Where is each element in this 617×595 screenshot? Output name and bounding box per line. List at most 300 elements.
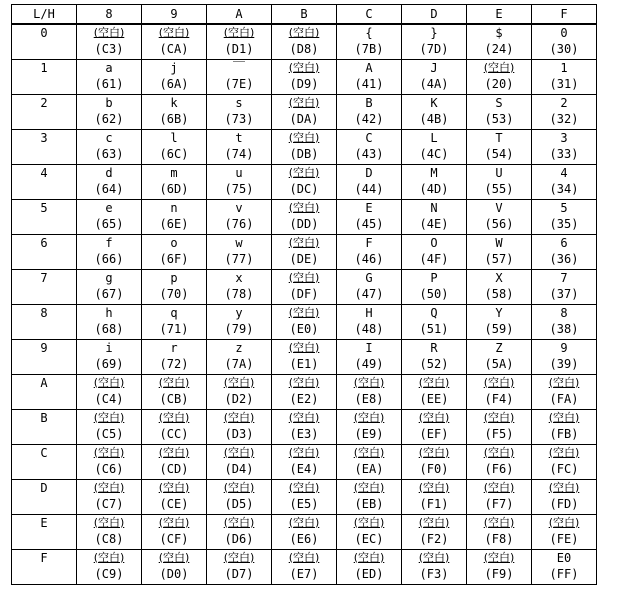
table-body <box>12 24 597 584</box>
cell-character: (空白) <box>483 445 515 459</box>
cell-hex-code: (D9) <box>289 76 319 91</box>
cell-hex-code: (F7) <box>484 496 514 511</box>
column-header: F <box>532 5 597 25</box>
row-header: 6 <box>12 234 77 269</box>
row-header: F <box>12 549 77 584</box>
cell-character: (空白) <box>93 375 125 389</box>
table-cell <box>467 409 532 444</box>
cell-character: I <box>365 340 373 355</box>
cell-hex-code: (7D) <box>419 42 449 56</box>
table-cell <box>142 549 207 584</box>
cell-character: c <box>105 130 113 145</box>
table-cell <box>142 339 207 374</box>
cell-hex-code: (CC) <box>159 426 189 441</box>
cell-character: (空白) <box>548 375 580 389</box>
cell-hex-code: (EE) <box>419 391 449 406</box>
table-cell <box>337 444 402 479</box>
corner-label: L/H <box>12 5 77 25</box>
cell-hex-code: (68) <box>94 321 124 336</box>
cell-character: y <box>235 305 243 320</box>
column-header: E <box>467 5 532 25</box>
table-cell <box>467 514 532 549</box>
table-cell <box>402 444 467 479</box>
cell-hex-code: (FB) <box>549 426 579 441</box>
row-header: A <box>12 374 77 409</box>
cell-character: H <box>365 305 373 320</box>
table-cell <box>402 479 467 514</box>
cell-character: (空白) <box>353 375 385 389</box>
cell-hex-code: (E9) <box>354 426 384 441</box>
cell-hex-code: (39) <box>549 356 579 371</box>
table-cell <box>402 304 467 339</box>
cell-character: (空白) <box>288 26 320 39</box>
table-cell <box>402 409 467 444</box>
cell-character: Q <box>430 305 438 320</box>
table-cell <box>467 164 532 199</box>
cell-character: G <box>365 270 373 285</box>
cell-character: T <box>495 130 503 145</box>
cell-character: (空白) <box>483 375 515 389</box>
table-cell <box>207 24 272 59</box>
cell-hex-code: (E8) <box>354 391 384 406</box>
table-row <box>12 234 597 269</box>
cell-character: P <box>430 270 438 285</box>
cell-hex-code: (4A) <box>419 76 449 91</box>
table-cell <box>272 24 337 59</box>
cell-character: 7 <box>560 270 568 285</box>
cell-character: g <box>105 270 113 285</box>
cell-hex-code: (4F) <box>419 251 449 266</box>
cell-character: E0 <box>556 550 572 565</box>
cell-character: (空白) <box>353 550 385 564</box>
cell-hex-code: (6D) <box>159 181 189 196</box>
cell-character: (空白) <box>288 515 320 529</box>
cell-character: (空白) <box>548 445 580 459</box>
cell-hex-code: (E0) <box>289 321 319 336</box>
cell-character: (空白) <box>548 480 580 494</box>
table-cell <box>207 339 272 374</box>
cell-character: 1 <box>560 60 568 75</box>
cell-hex-code: (6B) <box>159 111 189 126</box>
table-cell <box>467 339 532 374</box>
table-cell <box>467 549 532 584</box>
cell-hex-code: (F6) <box>484 461 514 476</box>
cell-hex-code: (DE) <box>289 251 319 266</box>
table-cell <box>402 269 467 304</box>
cell-character: A <box>365 60 373 75</box>
cell-hex-code: (E7) <box>289 566 319 581</box>
cell-character: (空白) <box>288 200 320 214</box>
table-row <box>12 269 597 304</box>
table-cell <box>272 94 337 129</box>
cell-character: R <box>430 340 438 355</box>
cell-character: (空白) <box>158 375 190 389</box>
table-cell <box>77 234 142 269</box>
cell-hex-code: (7E) <box>224 76 254 91</box>
table-cell <box>142 94 207 129</box>
cell-character: 6 <box>560 235 568 250</box>
cell-hex-code: (6F) <box>159 251 189 266</box>
table-cell <box>532 339 597 374</box>
table-cell <box>467 59 532 94</box>
cell-character: (空白) <box>483 515 515 529</box>
cell-character: C <box>365 130 373 145</box>
cell-character: (空白) <box>288 270 320 284</box>
table-row <box>12 94 597 129</box>
table-cell <box>402 24 467 59</box>
cell-character: (空白) <box>418 550 450 564</box>
cell-hex-code: (36) <box>549 251 579 266</box>
cell-character: (空白) <box>548 515 580 529</box>
row-header: 8 <box>12 304 77 339</box>
cell-hex-code: (75) <box>224 181 254 196</box>
column-header: 9 <box>142 5 207 25</box>
table-cell <box>77 164 142 199</box>
cell-hex-code: (DA) <box>289 111 319 126</box>
cell-hex-code: (C7) <box>94 496 124 511</box>
table-cell <box>207 479 272 514</box>
table-cell <box>77 549 142 584</box>
cell-character: (空白) <box>223 550 255 564</box>
cell-hex-code: (57) <box>484 251 514 266</box>
table-cell <box>272 164 337 199</box>
cell-hex-code: (F4) <box>484 391 514 406</box>
cell-character: (空白) <box>223 410 255 424</box>
cell-character: p <box>170 270 178 285</box>
cell-hex-code: (DC) <box>289 181 319 196</box>
cell-hex-code: (FA) <box>549 391 579 406</box>
cell-character: F <box>365 235 373 250</box>
table-cell <box>337 199 402 234</box>
cell-hex-code: (38) <box>549 321 579 336</box>
cell-hex-code: (71) <box>159 321 189 336</box>
cell-character: (空白) <box>158 515 190 529</box>
cell-hex-code: (31) <box>549 76 579 91</box>
cell-hex-code: (46) <box>354 251 384 266</box>
table-cell <box>207 444 272 479</box>
cell-character: (空白) <box>483 60 515 74</box>
cell-hex-code: (7A) <box>224 356 254 371</box>
cell-hex-code: (F5) <box>484 426 514 441</box>
cell-character: (空白) <box>418 480 450 494</box>
cell-hex-code: (CE) <box>159 496 189 511</box>
cell-hex-code: (C8) <box>94 531 124 546</box>
cell-character: (空白) <box>288 375 320 389</box>
cell-hex-code: (47) <box>354 286 384 301</box>
cell-hex-code: (66) <box>94 251 124 266</box>
table-row <box>12 374 597 409</box>
cell-character: (空白) <box>288 410 320 424</box>
table-cell <box>142 479 207 514</box>
cell-hex-code: (D1) <box>224 42 254 56</box>
cell-character: { <box>365 26 373 40</box>
cell-character: $ <box>495 26 503 40</box>
cell-hex-code: (D2) <box>224 391 254 406</box>
cell-hex-code: (56) <box>484 216 514 231</box>
row-header: 2 <box>12 94 77 129</box>
table-cell <box>142 59 207 94</box>
table-cell <box>532 24 597 59</box>
cell-character: d <box>105 165 113 180</box>
cell-character: (空白) <box>93 550 125 564</box>
cell-character: (空白) <box>223 515 255 529</box>
character-code-table <box>11 4 597 585</box>
cell-character: (空白) <box>158 410 190 424</box>
cell-hex-code: (CF) <box>159 531 189 546</box>
cell-hex-code: (F1) <box>419 496 449 511</box>
cell-character: (空白) <box>288 340 320 354</box>
table-cell <box>77 129 142 164</box>
cell-character: (空白) <box>483 410 515 424</box>
cell-character: (空白) <box>288 165 320 179</box>
table-row <box>12 444 597 479</box>
table-cell <box>402 129 467 164</box>
row-header: 7 <box>12 269 77 304</box>
cell-hex-code: (58) <box>484 286 514 301</box>
cell-character: a <box>105 60 113 75</box>
cell-hex-code: (30) <box>549 42 579 56</box>
row-header: 1 <box>12 59 77 94</box>
cell-hex-code: (CB) <box>159 391 189 406</box>
table-cell <box>532 409 597 444</box>
cell-character: i <box>105 340 113 355</box>
table-cell <box>402 339 467 374</box>
cell-character: (空白) <box>418 410 450 424</box>
cell-hex-code: (DD) <box>289 216 319 231</box>
cell-character: e <box>105 200 113 215</box>
cell-hex-code: (DB) <box>289 146 319 161</box>
table-cell <box>142 234 207 269</box>
column-header: D <box>402 5 467 25</box>
table-cell <box>142 269 207 304</box>
table-cell <box>402 199 467 234</box>
cell-character: k <box>170 95 178 110</box>
table-cell <box>207 374 272 409</box>
row-header: 4 <box>12 164 77 199</box>
cell-hex-code: (69) <box>94 356 124 371</box>
table-cell <box>272 549 337 584</box>
table-cell <box>272 444 337 479</box>
table-cell <box>207 409 272 444</box>
table-cell <box>467 234 532 269</box>
cell-character: (空白) <box>418 375 450 389</box>
cell-character: m <box>170 165 178 180</box>
row-header: C <box>12 444 77 479</box>
cell-character: (空白) <box>353 480 385 494</box>
table-row <box>12 549 597 584</box>
cell-hex-code: (48) <box>354 321 384 336</box>
table-cell <box>272 199 337 234</box>
table-cell <box>207 129 272 164</box>
table-cell <box>77 514 142 549</box>
cell-character: (空白) <box>158 550 190 564</box>
table-cell <box>207 234 272 269</box>
cell-character: r <box>170 340 178 355</box>
cell-hex-code: (49) <box>354 356 384 371</box>
column-header: 8 <box>77 5 142 25</box>
table-cell <box>142 129 207 164</box>
cell-hex-code: (61) <box>94 76 124 91</box>
table-row <box>12 24 597 59</box>
cell-character: S <box>495 95 503 110</box>
table-cell <box>77 339 142 374</box>
cell-hex-code: (FD) <box>549 496 579 511</box>
cell-hex-code: (5A) <box>484 356 514 371</box>
cell-character: N <box>430 200 438 215</box>
cell-hex-code: (64) <box>94 181 124 196</box>
table-row <box>12 409 597 444</box>
table-cell <box>337 129 402 164</box>
cell-character: (空白) <box>288 480 320 494</box>
table-cell <box>532 129 597 164</box>
cell-character: (空白) <box>223 375 255 389</box>
table-cell <box>532 94 597 129</box>
cell-hex-code: (FF) <box>549 566 579 581</box>
cell-character: (空白) <box>353 515 385 529</box>
cell-hex-code: (6A) <box>159 76 189 91</box>
cell-character: (空白) <box>93 410 125 424</box>
table-cell <box>77 59 142 94</box>
cell-character: B <box>365 95 373 110</box>
cell-character: s <box>235 95 243 110</box>
table-cell <box>77 479 142 514</box>
cell-hex-code: (52) <box>419 356 449 371</box>
table-cell <box>467 444 532 479</box>
cell-character: W <box>495 235 503 250</box>
cell-character: 5 <box>560 200 568 215</box>
cell-character: 9 <box>560 340 568 355</box>
cell-character: (空白) <box>483 480 515 494</box>
cell-hex-code: (72) <box>159 356 189 371</box>
cell-character: f <box>105 235 113 250</box>
cell-hex-code: (EC) <box>354 531 384 546</box>
cell-hex-code: (7B) <box>354 42 384 56</box>
table-cell <box>467 269 532 304</box>
table-cell <box>402 374 467 409</box>
cell-character: J <box>430 60 438 75</box>
table-cell <box>402 164 467 199</box>
cell-hex-code: (62) <box>94 111 124 126</box>
cell-hex-code: (55) <box>484 181 514 196</box>
cell-hex-code: (F2) <box>419 531 449 546</box>
cell-character: (空白) <box>223 445 255 459</box>
table-cell <box>142 304 207 339</box>
cell-hex-code: (D5) <box>224 496 254 511</box>
cell-hex-code: (EF) <box>419 426 449 441</box>
cell-character: D <box>365 165 373 180</box>
table-cell <box>207 304 272 339</box>
table-cell <box>142 514 207 549</box>
cell-hex-code: (4C) <box>419 146 449 161</box>
cell-character: (空白) <box>93 480 125 494</box>
cell-character: j <box>170 60 178 75</box>
table-cell <box>402 514 467 549</box>
cell-hex-code: (32) <box>549 111 579 126</box>
table-cell <box>272 479 337 514</box>
cell-character: v <box>235 200 243 215</box>
cell-character: (空白) <box>288 235 320 249</box>
cell-hex-code: (D3) <box>224 426 254 441</box>
cell-hex-code: (C4) <box>94 391 124 406</box>
table-cell <box>142 374 207 409</box>
table-cell <box>77 269 142 304</box>
table-cell <box>207 269 272 304</box>
table-cell <box>467 24 532 59</box>
cell-character: ￣ <box>232 60 245 75</box>
table-cell <box>532 199 597 234</box>
cell-character: (空白) <box>288 305 320 319</box>
table-cell <box>337 374 402 409</box>
table-cell <box>532 234 597 269</box>
cell-hex-code: (E6) <box>289 531 319 546</box>
cell-character: (空白) <box>288 445 320 459</box>
table-cell <box>207 164 272 199</box>
cell-hex-code: (CA) <box>159 42 189 56</box>
cell-character: (空白) <box>353 445 385 459</box>
table-cell <box>207 59 272 94</box>
cell-character: 2 <box>560 95 568 110</box>
cell-character: z <box>235 340 243 355</box>
cell-hex-code: (F9) <box>484 566 514 581</box>
cell-character: (空白) <box>353 410 385 424</box>
table-cell <box>532 164 597 199</box>
cell-hex-code: (41) <box>354 76 384 91</box>
table-row <box>12 164 597 199</box>
table-cell <box>272 374 337 409</box>
table-cell <box>337 339 402 374</box>
table-cell <box>77 444 142 479</box>
cell-hex-code: (51) <box>419 321 449 336</box>
table-cell <box>337 549 402 584</box>
table-cell <box>467 304 532 339</box>
cell-hex-code: (C5) <box>94 426 124 441</box>
cell-character: Y <box>495 305 503 320</box>
table-cell <box>207 199 272 234</box>
table-row <box>12 479 597 514</box>
cell-hex-code: (43) <box>354 146 384 161</box>
cell-hex-code: (D7) <box>224 566 254 581</box>
cell-hex-code: (33) <box>549 146 579 161</box>
cell-hex-code: (65) <box>94 216 124 231</box>
cell-character: b <box>105 95 113 110</box>
cell-hex-code: (42) <box>354 111 384 126</box>
cell-character: (空白) <box>223 26 255 39</box>
table-cell <box>532 444 597 479</box>
table-cell <box>337 304 402 339</box>
cell-hex-code: (E2) <box>289 391 319 406</box>
table-cell <box>77 94 142 129</box>
table-cell <box>272 409 337 444</box>
cell-character: (空白) <box>548 410 580 424</box>
cell-character: x <box>235 270 243 285</box>
table-cell <box>402 234 467 269</box>
cell-character: o <box>170 235 178 250</box>
table-cell <box>272 514 337 549</box>
table-cell <box>467 94 532 129</box>
row-header: 3 <box>12 129 77 164</box>
table-cell <box>337 164 402 199</box>
cell-hex-code: (6E) <box>159 216 189 231</box>
table-cell <box>207 514 272 549</box>
cell-character: O <box>430 235 438 250</box>
table-cell <box>142 24 207 59</box>
table-cell <box>77 374 142 409</box>
column-header: A <box>207 5 272 25</box>
table-row <box>12 59 597 94</box>
cell-hex-code: (78) <box>224 286 254 301</box>
cell-hex-code: (45) <box>354 216 384 231</box>
cell-hex-code: (74) <box>224 146 254 161</box>
